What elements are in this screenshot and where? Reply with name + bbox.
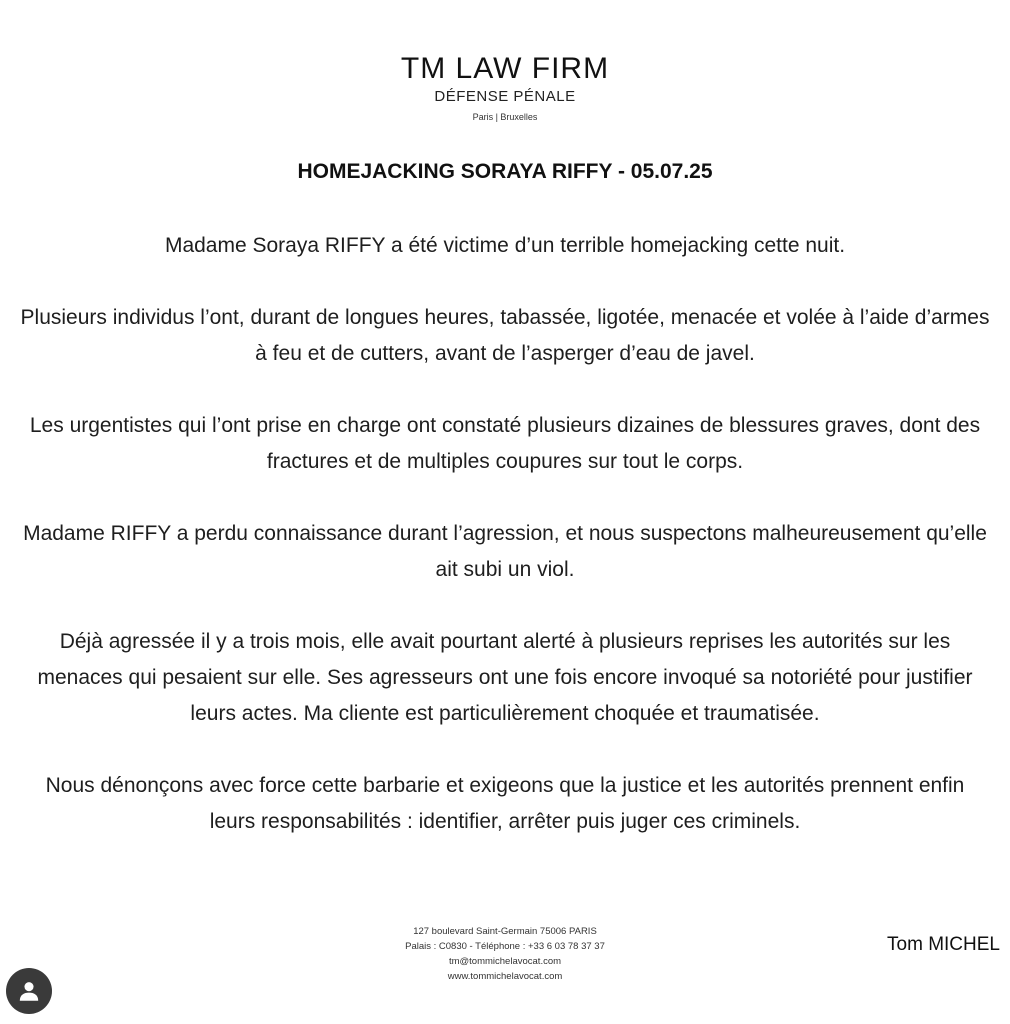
document-title: HOMEJACKING SORAYA RIFFY - 05.07.25: [297, 160, 713, 183]
paragraph-3: Les urgentistes qui l’ont prise en charge ont constaté plusieurs dizaines de blessures graves, dont des fractures et de multiples coupures sur tout le corps.: [29, 414, 981, 473]
footer-contact: [330, 924, 680, 984]
firm-practice: DÉFENSE PÉNALE: [434, 88, 576, 105]
user-avatar-icon[interactable]: [6, 968, 52, 1014]
paragraph-5: Déjà agressée il y a trois mois, elle avait pourtant alerté à plusieurs reprises les autorités sur les menaces qui pesaient sur elle. Ses agresseurs ont une fois encore invoqué sa notoriété pour justifier leurs actes. Ma cliente est particulièrement choquée et traumatisée.: [37, 630, 973, 725]
signature: Tom MICHEL: [887, 934, 1000, 955]
footer-address-line: 127 boulevard Saint-Germain 75006 PARIS: [413, 926, 597, 937]
footer-phone-line: Palais : C0830 - Téléphone : +33 6 03 78 37 37: [405, 941, 605, 952]
paragraph-2: Plusieurs individus l’ont, durant de longues heures, tabassée, ligotée, menacée et volée à l’aide d’armes à feu et de cutters, avant de l’asperger d’eau de javel.: [20, 306, 990, 365]
person-glyph: [16, 978, 42, 1004]
firm-name: TM LAW FIRM: [400, 52, 610, 85]
letterhead: [0, 52, 1010, 123]
paragraph-4: Madame RIFFY a perdu connaissance durant l’agression, et nous suspectons malheureusement qu’elle ait subi un viol.: [23, 522, 987, 581]
paragraph-1: Madame Soraya RIFFY a été victime d’un terrible homejacking cette nuit.: [164, 234, 846, 257]
paragraph-6: Nous dénonçons avec force cette barbarie et exigeons que la justice et les autorités prennent enfin leurs responsabilités : identifier, arrêter puis juger ces criminels.: [45, 774, 965, 833]
firm-cities: Paris | Bruxelles: [472, 112, 538, 122]
statement-body: [20, 228, 990, 876]
footer-website-link[interactable]: www.tommichelavocat.com: [447, 971, 563, 982]
footer-email-link[interactable]: tm@tommichelavocat.com: [448, 956, 562, 967]
